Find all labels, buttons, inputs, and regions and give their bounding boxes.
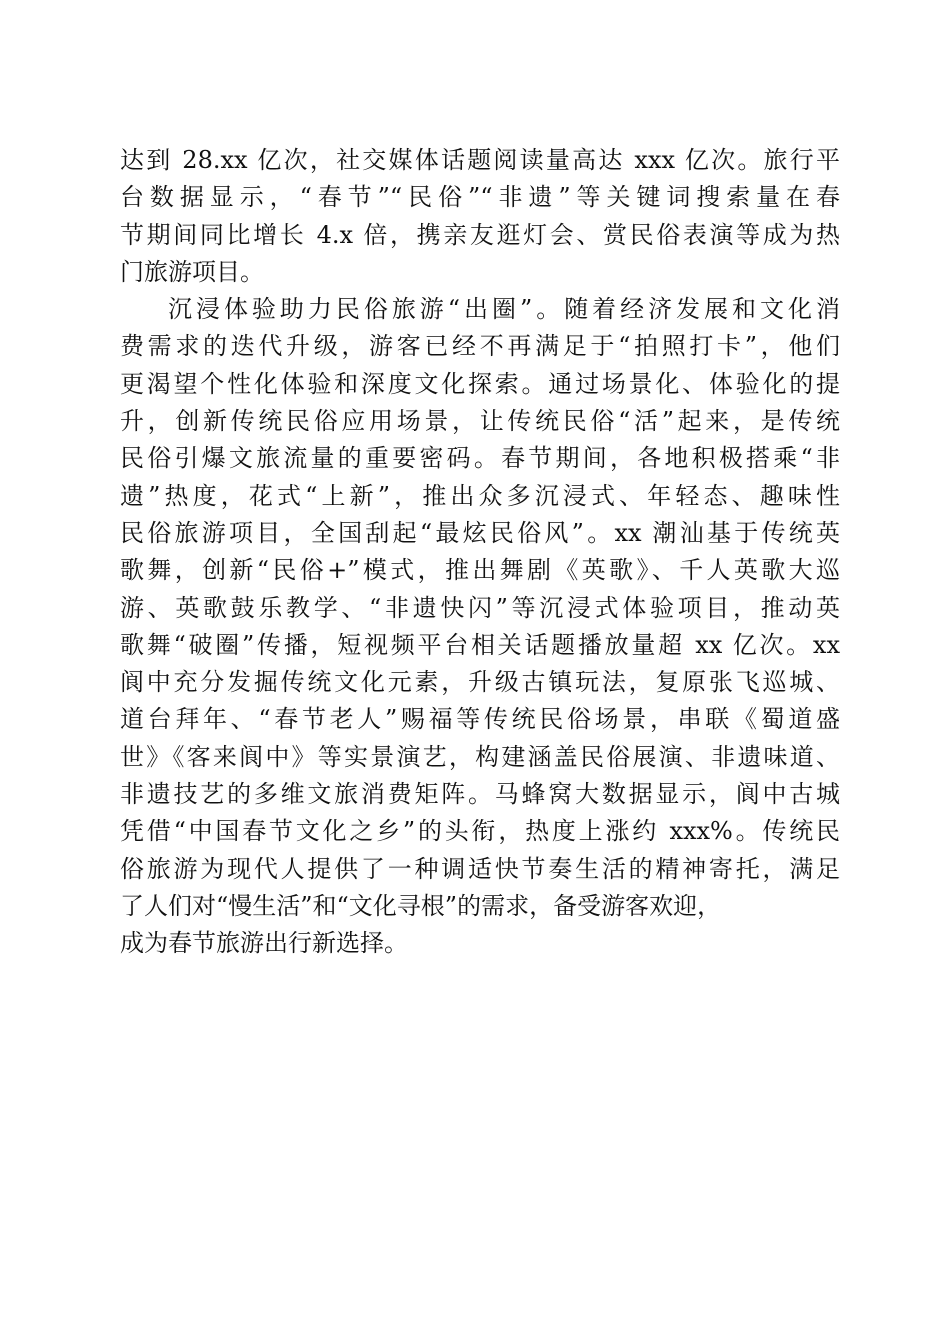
body-text <box>120 142 840 963</box>
paragraph-line: 游、英歌鼓乐教学、“非遗快闪”等沉浸式体验项目，推动英 <box>120 593 840 622</box>
paragraph-line: 了人们对“慢生活”和“文化寻根”的需求，备受游客欢迎， <box>120 891 722 920</box>
paragraph-line: 更渴望个性化体验和深度文化探索。通过场景化、体验化的提 <box>120 369 840 398</box>
paragraph-line: 节期间同比增长 4.x 倍，携亲友逛灯会、赏民俗表演等成为热 <box>120 220 840 249</box>
paragraph-line: 俗旅游为现代人提供了一种调适快节奏生活的精神寄托，满足 <box>120 854 840 883</box>
paragraph-line: 遗”热度，花式“上新”，推出众多沉浸式、年轻态、趣味性 <box>120 481 840 510</box>
paragraph-line: 台数据显示，“春节”“民俗”“非遗”等关键词搜索量在春 <box>120 183 840 212</box>
paragraph-line: 凭借“中国春节文化之乡”的头衔，热度上涨约 xxx%。传统民 <box>120 817 840 846</box>
paragraph-line: 费需求的迭代升级，游客已经不再满足于“拍照打卡”，他们 <box>120 332 840 361</box>
paragraph-1 <box>120 142 840 291</box>
paragraph-line: 阆中充分发掘传统文化元素，升级古镇玩法，复原张飞巡城、 <box>120 668 840 697</box>
paragraph-line: 升，创新传统民俗应用场景，让传统民俗“活”起来，是传统 <box>120 407 840 436</box>
paragraph-line: 民俗引爆文旅流量的重要密码。春节期间，各地积极搭乘“非 <box>120 444 840 473</box>
paragraph-line: 门旅游项目。 <box>120 257 264 286</box>
paragraph-line: 达到 28.xx 亿次，社交媒体话题阅读量高达 xxx 亿次。旅行平 <box>120 146 840 174</box>
paragraph-line: 道台拜年、“春节老人”赐福等传统民俗场景，串联《蜀道盛 <box>120 705 840 734</box>
paragraph-line: 歌舞“破圈”传播，短视频平台相关话题播放量超 xx 亿次。xx <box>120 630 840 659</box>
paragraph-line: 世》《客来阆中》等实景演艺，构建涵盖民俗展演、非遗味道、 <box>120 742 840 771</box>
paragraph-line: 民俗旅游项目，全国刮起“最炫民俗风”。xx 潮汕基于传统英 <box>120 518 840 547</box>
paragraph-2 <box>120 291 840 962</box>
paragraph-line: 非遗技艺的多维文旅消费矩阵。马蜂窝大数据显示，阆中古城 <box>120 780 840 809</box>
paragraph-line: 沉浸体验助力民俗旅游“出圈”。随着经济发展和文化消 <box>168 295 840 324</box>
paragraph-line: 成为春节旅游出行新选择。 <box>120 929 408 958</box>
paragraph-line: 歌舞，创新“民俗+”模式，推出舞剧《英歌》、千人英歌大巡 <box>120 556 840 585</box>
